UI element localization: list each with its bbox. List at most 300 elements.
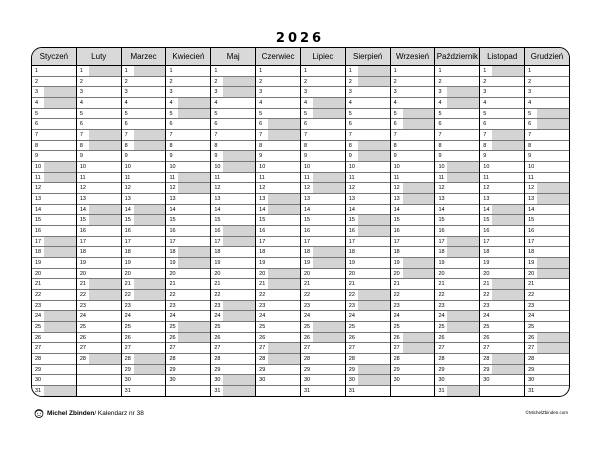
- day-cell: [211, 205, 255, 216]
- day-note-area: [134, 386, 166, 396]
- day-note-area: [178, 162, 210, 172]
- day-number: 9: [348, 153, 352, 160]
- weekend-day-cell: [435, 87, 479, 98]
- day-number: 23: [393, 302, 400, 309]
- day-cell: [480, 109, 524, 120]
- day-note-area: [447, 322, 479, 332]
- day-number: 17: [79, 238, 86, 245]
- day-cell: [525, 87, 569, 98]
- day-note-area: [89, 109, 121, 119]
- day-cell: [122, 237, 166, 248]
- day-note-area: [447, 119, 479, 129]
- day-cell: [301, 269, 345, 280]
- day-cell: [346, 386, 390, 396]
- day-note-area: [537, 183, 569, 193]
- day-cell: [77, 269, 121, 280]
- day-number: 14: [528, 206, 535, 213]
- weekend-day-cell: [122, 365, 166, 376]
- day-note-area: [223, 237, 255, 247]
- day-cell: [256, 333, 300, 344]
- day-note-area: [178, 226, 210, 236]
- day-note-area: [44, 237, 76, 247]
- day-note-area: [44, 162, 76, 172]
- weekend-day-cell: [435, 173, 479, 184]
- day-note-area: [403, 162, 435, 172]
- day-cell: [122, 87, 166, 98]
- day-note-area: [358, 375, 390, 385]
- day-cell: [211, 173, 255, 184]
- day-cell: [480, 162, 524, 173]
- day-note-area: [134, 258, 166, 268]
- day-note-area: [223, 77, 255, 87]
- day-number: 3: [393, 89, 397, 96]
- month-header: Czerwiec: [256, 48, 300, 66]
- day-number: 24: [483, 313, 490, 320]
- weekend-day-cell: [480, 66, 524, 77]
- day-note-area: [134, 162, 166, 172]
- day-cell: [122, 173, 166, 184]
- day-note-area: [178, 237, 210, 247]
- day-number: 16: [79, 227, 86, 234]
- weekend-day-cell: [211, 162, 255, 173]
- day-cell: [391, 77, 435, 88]
- day-number: 25: [35, 323, 42, 330]
- day-note-area: [358, 109, 390, 119]
- day-note-area: [268, 141, 300, 151]
- day-cell: [77, 301, 121, 312]
- day-cell: [256, 258, 300, 269]
- day-cell: [122, 77, 166, 88]
- day-note-area: [44, 119, 76, 129]
- weekend-day-cell: [480, 130, 524, 141]
- day-cell: [346, 247, 390, 258]
- day-note-area: [537, 354, 569, 364]
- month-grid: [32, 48, 569, 396]
- day-number: 14: [35, 206, 42, 213]
- day-number: 5: [79, 110, 83, 117]
- day-note-area: [223, 205, 255, 215]
- day-note-area: [89, 215, 121, 225]
- day-number: 24: [438, 313, 445, 320]
- day-note-area: [223, 130, 255, 140]
- day-note-area: [223, 258, 255, 268]
- day-note-area: [268, 162, 300, 172]
- weekend-day-cell: [391, 258, 435, 269]
- day-note-area: [492, 247, 524, 257]
- day-note-area: [134, 290, 166, 300]
- day-cell: [211, 354, 255, 365]
- day-note-area: [134, 279, 166, 289]
- day-cell: [391, 66, 435, 77]
- day-note-area: [537, 87, 569, 97]
- day-number: 6: [483, 121, 487, 128]
- day-note-area: [403, 141, 435, 151]
- day-cell: [435, 269, 479, 280]
- day-cell: [122, 258, 166, 269]
- day-cell: [480, 258, 524, 269]
- day-number: 17: [169, 238, 176, 245]
- day-number: 26: [124, 334, 131, 341]
- day-note-area: [447, 279, 479, 289]
- day-number: 10: [438, 163, 445, 170]
- calendar-frame: [31, 47, 570, 397]
- day-number: 28: [303, 355, 311, 362]
- day-note-area: [268, 66, 300, 76]
- day-cell: [301, 290, 345, 301]
- day-number: 13: [35, 195, 42, 202]
- day-number: 17: [438, 238, 445, 245]
- day-number: 30: [259, 377, 266, 384]
- day-cell: [77, 183, 121, 194]
- month-header: Listopad: [480, 48, 524, 66]
- day-cell: [391, 151, 435, 162]
- day-note-area: [313, 98, 345, 108]
- month-header: Grudzień: [525, 48, 569, 66]
- day-number: 25: [169, 323, 176, 330]
- day-note-area: [492, 194, 524, 204]
- day-note-area: [492, 87, 524, 97]
- weekend-day-cell: [435, 237, 479, 248]
- day-number: 9: [528, 153, 532, 160]
- day-note-area: [537, 77, 569, 87]
- day-cell: [391, 279, 435, 290]
- day-number: 2: [169, 78, 173, 85]
- day-note-area: [134, 194, 166, 204]
- day-number: 27: [483, 345, 490, 352]
- day-note-area: [134, 269, 166, 279]
- day-number: 18: [438, 249, 445, 256]
- day-number: 10: [214, 163, 221, 170]
- day-number: 10: [124, 163, 131, 170]
- day-list: [301, 66, 345, 396]
- day-number: 16: [528, 227, 535, 234]
- day-cell: [435, 301, 479, 312]
- day-note-area: [178, 205, 210, 215]
- day-note-area: [492, 98, 524, 108]
- day-cell: [525, 375, 569, 386]
- day-note-area: [492, 109, 524, 119]
- day-note-area: [223, 247, 255, 257]
- day-note-area: [358, 130, 390, 140]
- weekend-day-cell: [525, 343, 569, 354]
- day-note-area: [223, 365, 255, 375]
- day-note-area: [268, 258, 300, 268]
- day-number: 19: [124, 259, 131, 266]
- month-header: Sierpień: [346, 48, 390, 66]
- day-note-area: [537, 375, 569, 385]
- day-number: 12: [124, 185, 131, 192]
- day-number: 14: [259, 206, 266, 213]
- day-note-area: [313, 237, 345, 247]
- day-cell: [301, 141, 345, 152]
- day-number: 26: [214, 334, 221, 341]
- weekend-day-cell: [346, 66, 390, 77]
- day-number: 26: [35, 334, 42, 341]
- weekend-day-cell: [211, 386, 255, 396]
- day-number: 6: [438, 121, 442, 128]
- day-cell: [256, 375, 300, 386]
- day-note-area: [358, 205, 390, 215]
- day-note-area: [134, 205, 166, 215]
- day-cell: [301, 66, 345, 77]
- day-number: 30: [214, 377, 221, 384]
- day-number: 11: [348, 174, 355, 181]
- day-number: 7: [303, 131, 308, 138]
- day-number: 15: [348, 217, 355, 224]
- day-cell: [122, 151, 166, 162]
- weekend-day-cell: [32, 322, 76, 333]
- day-number: 31: [303, 387, 311, 394]
- day-cell: [77, 237, 121, 248]
- day-note-area: [223, 226, 255, 236]
- day-note-area: [403, 205, 435, 215]
- day-number: 13: [438, 195, 445, 202]
- day-note-area: [134, 109, 166, 119]
- weekend-day-cell: [346, 226, 390, 237]
- day-number: 3: [79, 89, 83, 96]
- day-note-area: [223, 386, 255, 396]
- day-number: 21: [169, 281, 176, 288]
- weekend-day-cell: [256, 130, 300, 141]
- day-number: 6: [79, 121, 83, 128]
- day-number: 30: [303, 377, 311, 384]
- day-number: 12: [438, 185, 445, 192]
- day-note-area: [178, 66, 210, 76]
- day-number: 12: [528, 185, 535, 192]
- day-note-area: [44, 66, 76, 76]
- month-column: [166, 48, 211, 396]
- day-number: 29: [303, 366, 311, 373]
- day-note-area: [447, 258, 479, 268]
- day-note-area: [447, 311, 479, 321]
- day-number: 23: [214, 302, 221, 309]
- empty-day-cell: [77, 375, 121, 386]
- day-cell: [32, 194, 76, 205]
- weekend-day-cell: [435, 311, 479, 322]
- weekend-day-cell: [525, 333, 569, 344]
- day-number: 6: [303, 121, 308, 128]
- day-note-area: [358, 98, 390, 108]
- day-note-area: [537, 173, 569, 183]
- day-number: 14: [438, 206, 445, 213]
- day-note-area: [403, 290, 435, 300]
- day-note-area: [268, 279, 300, 289]
- month-header: Październik: [435, 48, 479, 66]
- day-number: 25: [483, 323, 490, 330]
- day-note-area: [268, 130, 300, 140]
- day-note-area: [313, 183, 345, 193]
- day-number: 16: [348, 227, 355, 234]
- weekend-day-cell: [122, 66, 166, 77]
- day-note-area: [358, 311, 390, 321]
- day-number: 22: [79, 291, 86, 298]
- day-cell: [525, 290, 569, 301]
- day-cell: [256, 77, 300, 88]
- weekend-day-cell: [122, 279, 166, 290]
- day-number: 30: [169, 377, 176, 384]
- day-number: 26: [79, 334, 86, 341]
- day-number: 21: [124, 281, 131, 288]
- day-cell: [122, 194, 166, 205]
- day-note-area: [447, 87, 479, 97]
- day-cell: [122, 311, 166, 322]
- weekend-day-cell: [211, 151, 255, 162]
- day-cell: [391, 247, 435, 258]
- day-note-area: [358, 354, 390, 364]
- day-cell: [166, 226, 210, 237]
- day-note-area: [268, 194, 300, 204]
- month-header: Maj: [211, 48, 255, 66]
- day-number: 8: [214, 142, 218, 149]
- day-number: 19: [35, 259, 42, 266]
- day-number: 6: [528, 121, 532, 128]
- weekend-day-cell: [77, 205, 121, 216]
- day-note-area: [537, 258, 569, 268]
- day-note-area: [492, 258, 524, 268]
- footer-brand: [34, 408, 144, 418]
- weekend-day-cell: [256, 343, 300, 354]
- day-note-area: [44, 194, 76, 204]
- day-cell: [480, 247, 524, 258]
- empty-day-cell: [256, 386, 300, 396]
- day-note-area: [447, 237, 479, 247]
- day-note-area: [44, 290, 76, 300]
- day-cell: [211, 130, 255, 141]
- day-note-area: [44, 151, 76, 161]
- day-cell: [525, 311, 569, 322]
- day-note-area: [223, 151, 255, 161]
- day-cell: [122, 119, 166, 130]
- day-cell: [525, 173, 569, 184]
- day-note-area: [403, 343, 435, 353]
- day-number: 15: [438, 217, 445, 224]
- day-number: 18: [124, 249, 131, 256]
- day-note-area: [134, 87, 166, 97]
- day-note-area: [134, 311, 166, 321]
- day-cell: [166, 141, 210, 152]
- day-number: 6: [259, 121, 263, 128]
- day-cell: [346, 130, 390, 141]
- day-number: 27: [528, 345, 535, 352]
- day-note-area: [44, 98, 76, 108]
- day-number: 23: [438, 302, 445, 309]
- day-cell: [256, 290, 300, 301]
- day-note-area: [447, 215, 479, 225]
- day-number: 15: [528, 217, 535, 224]
- day-number: 22: [35, 291, 42, 298]
- day-number: 13: [483, 195, 490, 202]
- day-note-area: [268, 151, 300, 161]
- day-cell: [525, 215, 569, 226]
- day-number: 4: [483, 99, 487, 106]
- weekend-day-cell: [32, 311, 76, 322]
- day-number: 6: [124, 121, 128, 128]
- weekend-day-cell: [166, 183, 210, 194]
- day-note-area: [89, 311, 121, 321]
- day-number: 2: [124, 78, 128, 85]
- day-number: 10: [169, 163, 176, 170]
- day-number: 9: [438, 153, 442, 160]
- day-number: 28: [528, 355, 535, 362]
- day-number: 17: [528, 238, 535, 245]
- day-number: 1: [528, 67, 532, 74]
- day-number: 31: [214, 387, 221, 394]
- weekend-day-cell: [77, 279, 121, 290]
- day-number: 26: [483, 334, 490, 341]
- day-number: 15: [303, 217, 311, 224]
- day-number: 4: [393, 99, 397, 106]
- day-number: 8: [259, 142, 263, 149]
- day-number: 27: [79, 345, 86, 352]
- day-number: 11: [79, 174, 86, 181]
- day-number: 22: [483, 291, 490, 298]
- day-note-area: [178, 87, 210, 97]
- day-note-area: [313, 173, 345, 183]
- day-cell: [32, 141, 76, 152]
- day-cell: [211, 215, 255, 226]
- day-number: 27: [169, 345, 176, 352]
- day-cell: [346, 237, 390, 248]
- day-note-area: [268, 354, 300, 364]
- day-note-area: [268, 205, 300, 215]
- day-cell: [166, 343, 210, 354]
- day-cell: [256, 301, 300, 312]
- day-note-area: [537, 141, 569, 151]
- day-cell: [211, 183, 255, 194]
- day-note-area: [223, 162, 255, 172]
- day-number: 21: [393, 281, 400, 288]
- day-number: 25: [303, 323, 311, 330]
- day-note-area: [403, 247, 435, 257]
- day-cell: [32, 205, 76, 216]
- weekend-day-cell: [77, 215, 121, 226]
- day-note-area: [447, 333, 479, 343]
- day-note-area: [223, 343, 255, 353]
- day-note-area: [358, 119, 390, 129]
- day-cell: [391, 215, 435, 226]
- day-number: 2: [259, 78, 263, 85]
- day-note-area: [89, 77, 121, 87]
- day-note-area: [447, 205, 479, 215]
- day-note-area: [178, 365, 210, 375]
- day-note-area: [178, 173, 210, 183]
- day-number: 23: [79, 302, 86, 309]
- day-note-area: [537, 205, 569, 215]
- day-number: 5: [393, 110, 397, 117]
- day-note-area: [447, 66, 479, 76]
- day-cell: [435, 119, 479, 130]
- weekend-day-cell: [346, 141, 390, 152]
- weekend-day-cell: [435, 247, 479, 258]
- day-note-area: [313, 333, 345, 343]
- day-number: 7: [79, 131, 83, 138]
- day-number: 19: [214, 259, 221, 266]
- day-note-area: [89, 205, 121, 215]
- day-number: 3: [35, 89, 39, 96]
- day-cell: [166, 279, 210, 290]
- day-note-area: [537, 66, 569, 76]
- day-number: 2: [348, 78, 352, 85]
- day-number: 15: [483, 217, 490, 224]
- day-note-area: [268, 119, 300, 129]
- day-number: 17: [348, 238, 355, 245]
- day-note-area: [537, 130, 569, 140]
- day-note-area: [134, 66, 166, 76]
- day-cell: [211, 290, 255, 301]
- day-note-area: [313, 375, 345, 385]
- weekend-day-cell: [166, 173, 210, 184]
- day-cell: [122, 301, 166, 312]
